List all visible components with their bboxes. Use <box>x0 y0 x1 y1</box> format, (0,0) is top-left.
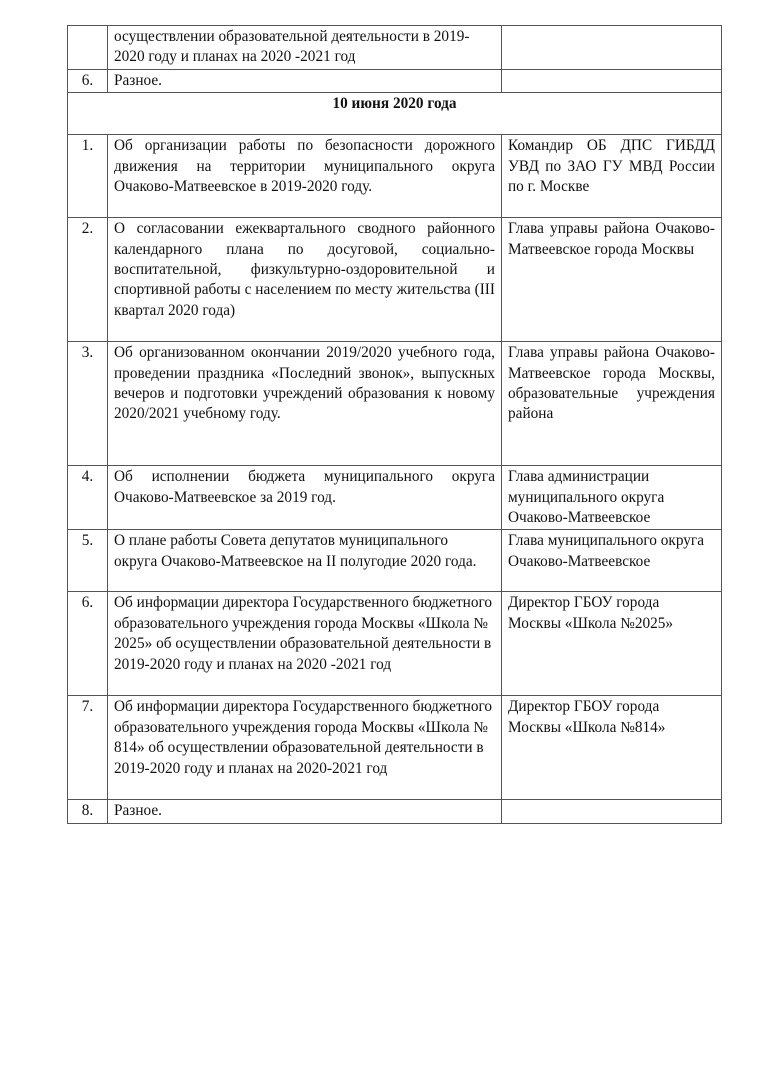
item-number: 1. <box>68 135 108 218</box>
item-topic: Разное. <box>108 800 502 823</box>
item-responsible: Директор ГБОУ города Москвы «Школа №814» <box>502 696 722 800</box>
item-topic: Об информации директора Государственного бюджетного образовательного учреждения города Москвы «Школа № 2025» об осуществлении образовательной деятельности в 2019-2020 году и планах на 2020 -2021 год <box>108 592 502 696</box>
item-topic: О плане работы Совета депутатов муниципального округа Очаково-Матвеевское на II полугодие 2020 года. <box>108 530 502 592</box>
table-row <box>68 800 722 823</box>
section-date-heading: 10 июня 2020 года <box>68 93 722 135</box>
item-number: 3. <box>68 342 108 466</box>
table-row <box>68 135 722 218</box>
table-row <box>68 342 722 466</box>
item-topic: О согласовании ежеквартального сводного районного календарного плана по досуговой, социально-воспитательной, физкультурно-оздоровительной и спортивной работы с населением по месту жительства (III квартал 2020 года) <box>108 218 502 342</box>
section-date-row <box>68 93 722 135</box>
item-responsible: Командир ОБ ДПС ГИБДД УВД по ЗАО ГУ МВД России по г. Москве <box>502 135 722 218</box>
table-row <box>68 530 722 592</box>
item-number: 6. <box>68 592 108 696</box>
item-number: 2. <box>68 218 108 342</box>
table-row <box>68 26 722 70</box>
item-topic: Об исполнении бюджета муниципального округа Очаково-Матвеевское за 2019 год. <box>108 466 502 530</box>
table-row <box>68 696 722 800</box>
item-topic: Об организованном окончании 2019/2020 учебного года, проведении праздника «Последний звонок», выпускных вечеров и подготовки учреждений образования к новому 2020/2021 учебному году. <box>108 342 502 466</box>
table-row <box>68 218 722 342</box>
item-number: 6. <box>68 69 108 92</box>
item-topic: Об информации директора Государственного бюджетного образовательного учреждения города Москвы «Школа № 814» об осуществлении образовательной деятельности в 2019-2020 году и планах на 2020-2021 год <box>108 696 502 800</box>
item-responsible <box>502 800 722 823</box>
table-row <box>68 592 722 696</box>
agenda-table <box>67 25 722 824</box>
item-responsible: Глава муниципального округа Очаково-Матвеевское <box>502 530 722 592</box>
item-responsible: Директор ГБОУ города Москвы «Школа №2025» <box>502 592 722 696</box>
table-row <box>68 466 722 530</box>
item-number: 5. <box>68 530 108 592</box>
item-number: 8. <box>68 800 108 823</box>
item-number <box>68 26 108 70</box>
item-number: 4. <box>68 466 108 530</box>
item-responsible <box>502 26 722 70</box>
item-topic: Об организации работы по безопасности дорожного движения на территории муниципального округа Очаково-Матвеевское в 2019-2020 году. <box>108 135 502 218</box>
item-responsible: Глава администрации муниципального округа Очаково-Матвеевское <box>502 466 722 530</box>
item-responsible <box>502 69 722 92</box>
table-row <box>68 69 722 92</box>
item-responsible: Глава управы района Очаково-Матвеевское города Москвы <box>502 218 722 342</box>
item-topic: Разное. <box>108 69 502 92</box>
item-number: 7. <box>68 696 108 800</box>
item-topic: осуществлении образовательной деятельности в 2019-2020 году и планах на 2020 -2021 год <box>108 26 502 70</box>
item-responsible: Глава управы района Очаково-Матвеевское города Москвы, образовательные учреждения района <box>502 342 722 466</box>
